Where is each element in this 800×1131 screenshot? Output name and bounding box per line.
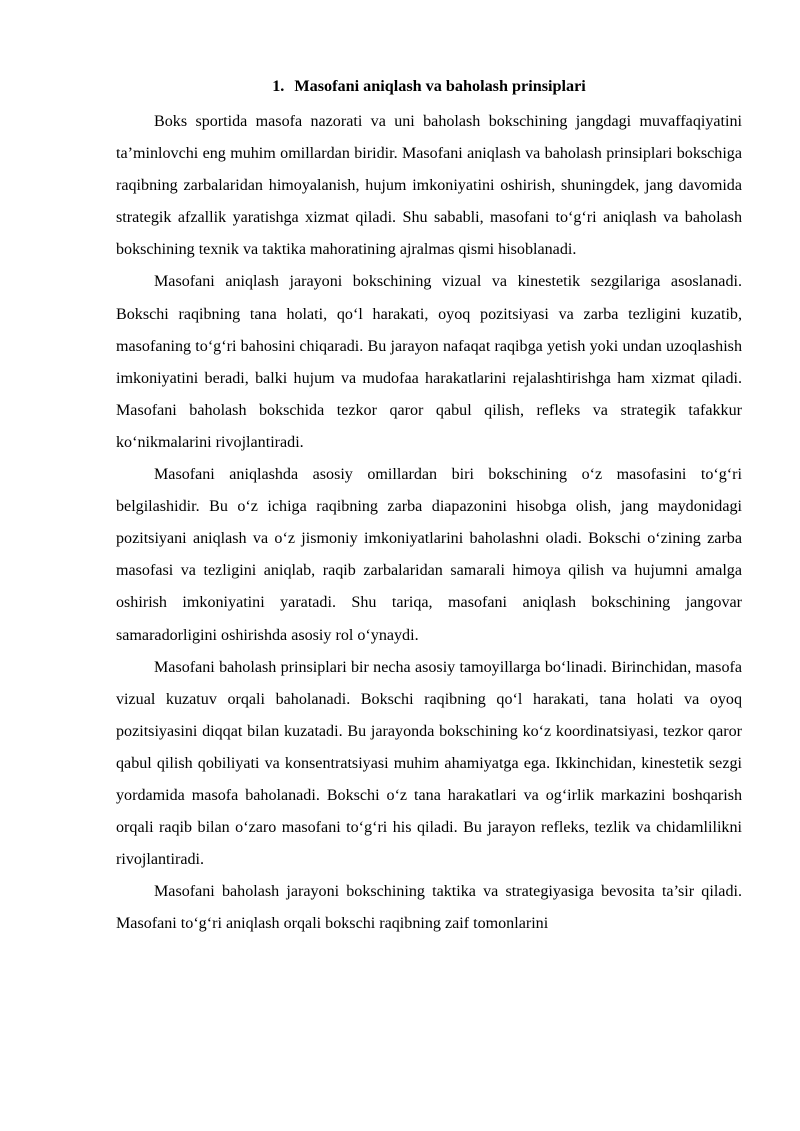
paragraph-2: Masofani aniqlash jarayoni bokschining vizual va kinestetik sezgilariga asoslanadi. Bokschi raqibning tana holati, qo‘l harakati, oyoq pozitsiyasi va zarba tezligini kuzatib, masofaning to‘g‘ri bahosini chiqaradi. Bu jarayon nafaqat raqibga yetish yoki undan uzoqlashish imkoniyatini beradi, balki hujum va mudofaa harakatlarini rejalashtirishga ham xizmat qiladi. Masofani baholash bokschida tezkor qaror qabul qilish, refleks va strategik tafakkur ko‘nikmalarini rivojlantiradi. — [116, 273, 742, 451]
paragraph-5: Masofani baholash jarayoni bokschining taktika va strategiyasiga bevosita ta’sir qiladi. Masofani to‘g‘ri aniqlash orqali bokschi raqibning zaif tomonlarini — [116, 883, 742, 933]
paragraph-4: Masofani baholash prinsiplari bir necha asosiy tamoyillarga bo‘linadi. Birinchidan, masofa vizual kuzatuv orqali baholanadi. Bokschi raqibning qo‘l harakati, tana holati va oyoq pozitsiyasini diqqat bilan kuzatadi. Bu jarayonda bokschining ko‘z koordinatsiyasi, tezkor qaror qabul qilish qobiliyati va konsentratsiyasi muhim ahamiyatga ega. Ikkinchidan, kinestetik sezgi yordamida masofa baholanadi. Bokschi o‘z tana harakatlari va og‘irlik markazini boshqarish orqali raqib bilan o‘zaro masofani to‘g‘ri his qiladi. Bu jarayon refleks, tezlik va chidamlilikni rivojlantiradi. — [116, 658, 742, 869]
section-title: Masofani aniqlash va baholash prinsiplari — [294, 77, 586, 95]
paragraph-3: Masofani aniqlashda asosiy omillardan biri bokschining o‘z masofasini to‘g‘ri belgilashidir. Bu o‘z ichiga raqibning zarba diapazonini hisobga olish, jang maydonidagi pozitsiyani aniqlash va o‘z jismoniy imkoniyatlarini baholashni oladi. Bokschi o‘zining zarba masofasi va tezligini aniqlab, raqib zarbalaridan samarali himoya qilish va hujumni amalga oshirish imkoniyatini yaratadi. Shu tariqa, masofani aniqlash bokschining jangovar samaradorligini oshirishda asosiy rol o‘ynaydi. — [116, 466, 742, 644]
section-heading — [116, 74, 742, 98]
section-number: 1. — [272, 77, 285, 95]
body-text — [116, 106, 742, 940]
paragraph-1: Boks sportida masofa nazorati va uni baholash bokschining jangdagi muvaffaqiyatini ta’minlovchi eng muhim omillardan biridir. Masofani aniqlash va baholash prinsiplari bokschiga raqibning zarbalaridan himoyalanish, hujum imkoniyatini oshirish, shuningdek, jang davomida strategik afzallik yaratishga xizmat qiladi. Shu sababli, masofani to‘g‘ri aniqlash va baholash bokschining texnik va taktika mahoratining ajralmas qismi hisoblanadi. — [116, 113, 742, 259]
